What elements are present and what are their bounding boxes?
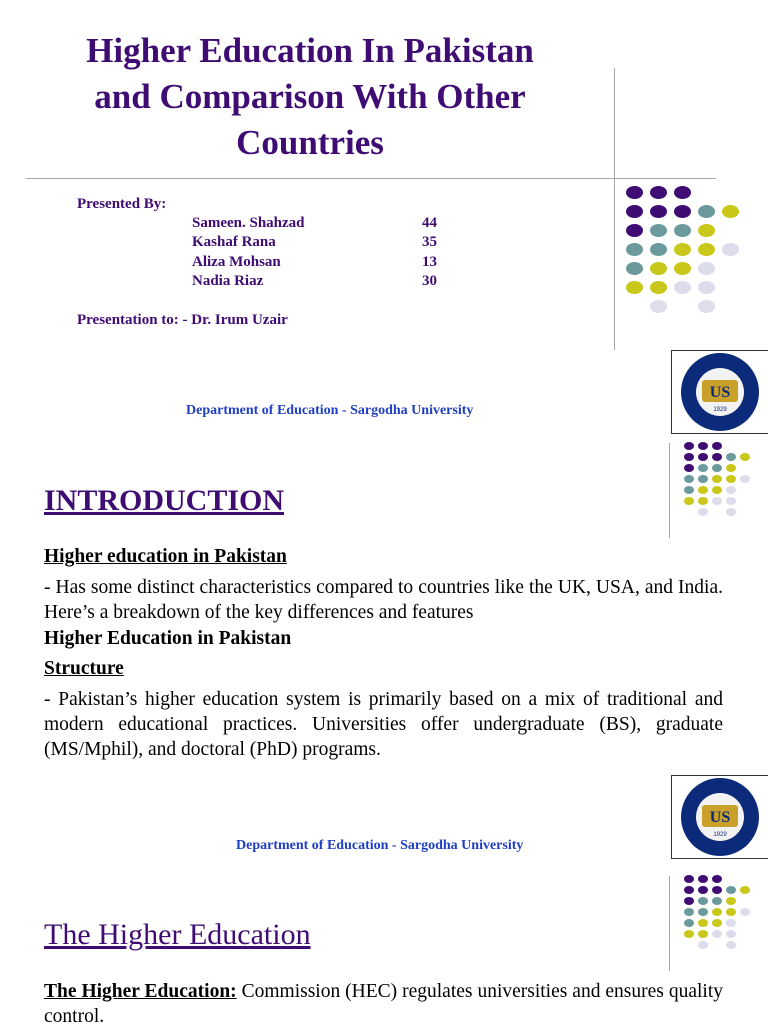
decorative-dot [626, 186, 643, 199]
decorative-dot [726, 497, 736, 505]
divider-vertical [669, 443, 670, 538]
decorative-dot [698, 886, 708, 894]
title-line-1: Higher Education In Pakistan [86, 31, 534, 70]
decorative-dot [726, 886, 736, 894]
decorative-dot [684, 919, 694, 927]
decorative-dot [674, 243, 691, 256]
decorative-dot [726, 919, 736, 927]
decorative-dot [698, 475, 708, 483]
decorative-dot [698, 205, 715, 218]
section-heading: INTRODUCTION [44, 484, 285, 517]
member-name: Sameen. Shahzad [192, 215, 305, 231]
title-line-2: and Comparison With Other [94, 77, 526, 116]
decorative-dot [726, 908, 736, 916]
subheading: Structure [44, 658, 124, 679]
decorative-dot-grid [626, 186, 746, 330]
decorative-dot [684, 475, 694, 483]
decorative-dot [650, 224, 667, 237]
decorative-dot [726, 930, 736, 938]
decorative-dot [684, 875, 694, 883]
decorative-dot [626, 205, 643, 218]
decorative-dot [726, 508, 736, 516]
decorative-dot [726, 897, 736, 905]
decorative-dot [698, 453, 708, 461]
decorative-dot [684, 486, 694, 494]
divider-vertical [669, 876, 670, 971]
decorative-dot [712, 919, 722, 927]
decorative-dot [712, 486, 722, 494]
decorative-dot [650, 186, 667, 199]
subheading: Higher education in Pakistan [44, 546, 287, 567]
decorative-dot [698, 941, 708, 949]
decorative-dot [698, 464, 708, 472]
decorative-dot [698, 897, 708, 905]
decorative-dot [684, 442, 694, 450]
paragraph-rest: Commission (HEC) regulates universities and ensures quality control. [44, 981, 723, 1027]
decorative-dot [626, 243, 643, 256]
decorative-dot [698, 908, 708, 916]
decorative-dot [674, 186, 691, 199]
paragraph: - Pakistan’s higher education system is primarily based on a mix of traditional and modern educational practices. Universities offer undergraduate (BS), graduate (MS/Mphil), and doctoral (PhD) programs. [44, 689, 723, 760]
decorative-dot [698, 224, 715, 237]
decorative-dot [698, 919, 708, 927]
presentation-title [40, 28, 580, 166]
section-heading: The Higher Education [44, 918, 311, 951]
paragraph [44, 979, 723, 1029]
decorative-dot [684, 497, 694, 505]
decorative-dot [650, 281, 667, 294]
decorative-dot [740, 886, 750, 894]
decorative-dot [726, 941, 736, 949]
decorative-dot [674, 281, 691, 294]
department-footer: Department of Education - Sargodha University [236, 838, 524, 853]
svg-text:1929: 1929 [713, 832, 727, 838]
member-name: Nadia Riaz [192, 273, 264, 289]
decorative-dot [684, 464, 694, 472]
decorative-dot [740, 908, 750, 916]
decorative-dot [684, 897, 694, 905]
decorative-dot [712, 886, 722, 894]
decorative-dot [626, 262, 643, 275]
paragraph-lead: The Higher Education: [44, 981, 237, 1002]
member-name: Kashaf Rana [192, 234, 276, 250]
decorative-dot [674, 262, 691, 275]
decorative-dot [684, 930, 694, 938]
department-footer: Department of Education - Sargodha University [186, 403, 474, 418]
decorative-dot [698, 300, 715, 313]
decorative-dot [712, 875, 722, 883]
decorative-dot [726, 453, 736, 461]
university-logo [671, 350, 768, 434]
decorative-dot-grid [684, 875, 756, 959]
decorative-dot-grid [684, 442, 756, 526]
decorative-dot [698, 243, 715, 256]
divider-horizontal [26, 178, 716, 179]
decorative-dot [684, 453, 694, 461]
divider-vertical [614, 68, 615, 350]
decorative-dot [698, 486, 708, 494]
decorative-dot [626, 281, 643, 294]
decorative-dot [712, 497, 722, 505]
decorative-dot [698, 281, 715, 294]
title-line-3: Countries [236, 123, 384, 162]
decorative-dot [698, 262, 715, 275]
decorative-dot [712, 453, 722, 461]
decorative-dot [712, 930, 722, 938]
university-logo [671, 775, 768, 859]
decorative-dot [722, 205, 739, 218]
member-number: 44 [422, 215, 437, 231]
decorative-dot [698, 930, 708, 938]
decorative-dot [726, 475, 736, 483]
presented-by-label: Presented By: [77, 196, 167, 212]
decorative-dot [740, 453, 750, 461]
decorative-dot [698, 508, 708, 516]
svg-text:US: US [709, 809, 731, 826]
decorative-dot [684, 908, 694, 916]
decorative-dot [712, 908, 722, 916]
decorative-dot [726, 486, 736, 494]
decorative-dot [674, 205, 691, 218]
decorative-dot [650, 205, 667, 218]
decorative-dot [650, 300, 667, 313]
member-number: 13 [422, 254, 437, 270]
decorative-dot [712, 475, 722, 483]
subheading: Higher Education in Pakistan [44, 628, 292, 649]
presentation-to: Presentation to: - Dr. Irum Uzair [77, 312, 288, 328]
member-number: 30 [422, 273, 437, 289]
decorative-dot [698, 875, 708, 883]
decorative-dot [674, 224, 691, 237]
member-name: Aliza Mohsan [192, 254, 281, 270]
svg-text:US: US [709, 384, 731, 401]
svg-text:1929: 1929 [713, 407, 727, 413]
decorative-dot [698, 497, 708, 505]
decorative-dot [712, 897, 722, 905]
decorative-dot [626, 224, 643, 237]
decorative-dot [650, 262, 667, 275]
decorative-dot [712, 464, 722, 472]
member-number: 35 [422, 234, 437, 250]
decorative-dot [722, 243, 739, 256]
decorative-dot [650, 243, 667, 256]
decorative-dot [698, 442, 708, 450]
decorative-dot [712, 442, 722, 450]
decorative-dot [740, 475, 750, 483]
paragraph: - Has some distinct characteristics compared to countries like the UK, USA, and India. Here’s a breakdown of the key differences and features [44, 577, 723, 623]
decorative-dot [726, 464, 736, 472]
decorative-dot [684, 886, 694, 894]
